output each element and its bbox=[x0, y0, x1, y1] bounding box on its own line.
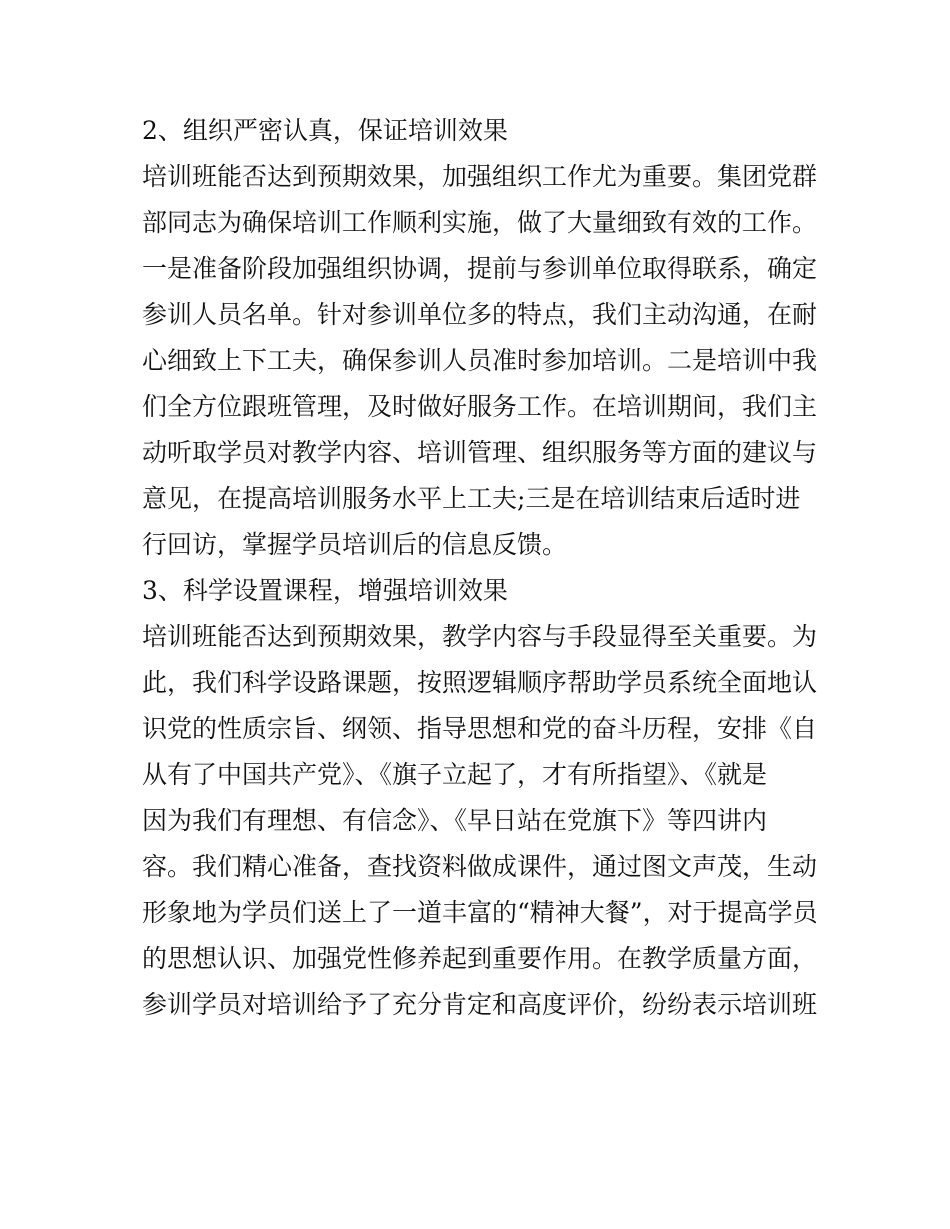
paragraph-line: 心细致上下工夫，确保参训人员准时参加培训。二是培训中我 bbox=[142, 346, 818, 375]
section-heading-2: 2、组织严密认真，保证培训效果 bbox=[142, 116, 508, 145]
document-body bbox=[142, 108, 822, 1028]
paragraph-line: 们全方位跟班管理，及时做好服务工作。在培训期间，我们主 bbox=[142, 392, 818, 421]
paragraph-line: 部同志为确保培训工作顺利实施，做了大量细致有效的工作。 bbox=[142, 208, 818, 237]
paragraph-line: 培训班能否达到预期效果，教学内容与手段显得至关重要。为 bbox=[142, 622, 818, 651]
paragraph-line: 意见，在提高培训服务水平上工夫;三是在培训结束后适时进 bbox=[142, 484, 801, 513]
paragraph-line: 培训班能否达到预期效果，加强组织工作尤为重要。集团党群 bbox=[142, 162, 818, 191]
paragraph-line: 动听取学员对教学内容、培训管理、组织服务等方面的建议与 bbox=[142, 438, 818, 467]
paragraph-line: 此，我们科学设路课题，按照逻辑顺序帮助学员系统全面地认 bbox=[142, 668, 818, 697]
paragraph-line: 行回访，掌握学员培训后的信息反馈。 bbox=[142, 530, 568, 559]
paragraph-line: 容。我们精心准备，查找资料做成课件，通过图文声茂，生动 bbox=[142, 852, 818, 881]
paragraph-line: 从有了中国共产党》、《旗子立起了，才有所指望》、《就是 bbox=[142, 760, 768, 789]
paragraph-line: 因为我们有理想、有信念》、《早日站在党旗下》等四讲内 bbox=[142, 806, 768, 835]
paragraph-line: 识党的性质宗旨、纲领、指导思想和党的奋斗历程，安排《自 bbox=[142, 714, 818, 743]
paragraph-line: 参训人员名单。针对参训单位多的特点，我们主动沟通，在耐 bbox=[142, 300, 818, 329]
paragraph-line: 形象地为学员们送上了一道丰富的“精神大餐”，对于提高学员 bbox=[142, 898, 818, 927]
paragraph-line: 一是准备阶段加强组织协调，提前与参训单位取得联系，确定 bbox=[142, 254, 818, 283]
paragraph-line: 参训学员对培训给予了充分肯定和高度评价，纷纷表示培训班 bbox=[142, 990, 818, 1019]
section-heading-3: 3、科学设置课程，增强培训效果 bbox=[142, 576, 508, 605]
paragraph-line: 的思想认识、加强党性修养起到重要作用。在教学质量方面， bbox=[142, 944, 818, 973]
